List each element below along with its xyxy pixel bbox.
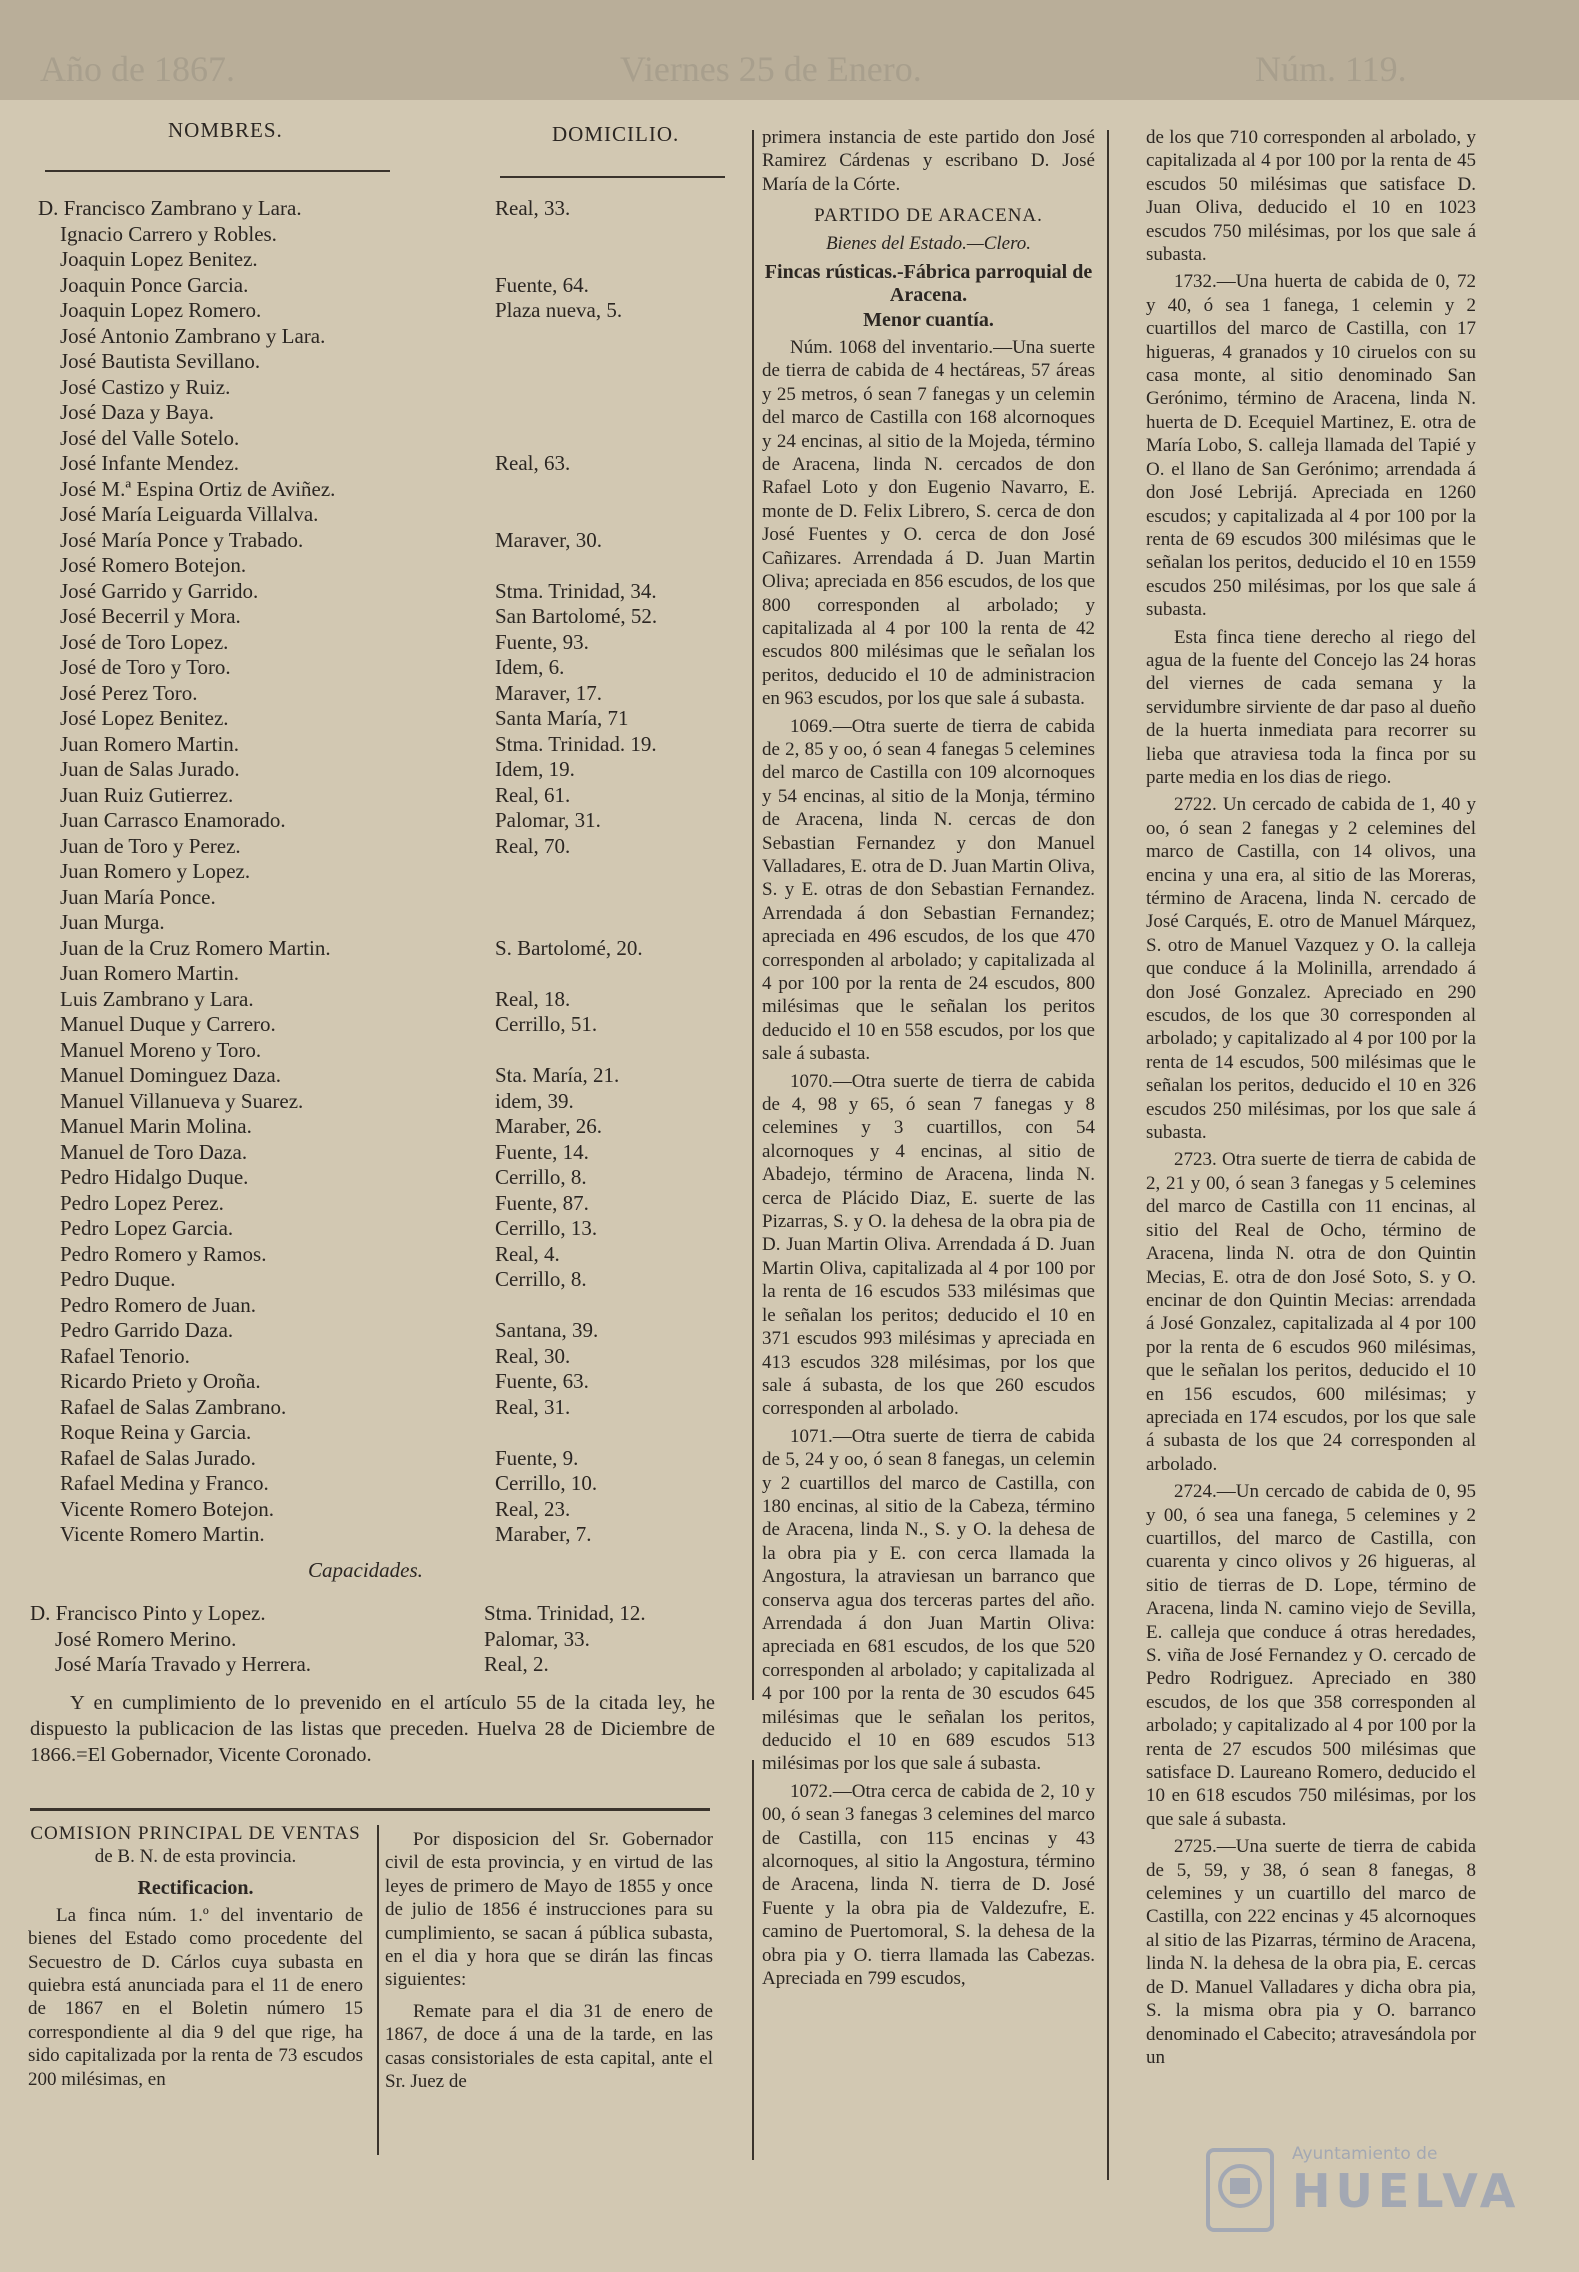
list-item (0, 451, 745, 477)
list-item (0, 783, 745, 809)
list-item (0, 1216, 745, 1242)
finca-2723: 2723. Otra suerte de tierra de cabida de 2, 21 y 00, ó sean 3 fanegas y 5 celemines del marco de Castilla con 11 encinas, al sitio del Real de Ocho, término de Aracena, linda N. otra de don Quintin Mecias, E. otra de don José Soto, S. y O. encinar de don Quintin Mecias: arrendada á José Gonzalez, capitalizada al 4 por 100 por la renta de 6 escudos 960 milésimas, que le señalan los peritos, deducido el 10 en 156 escudos, 600 milésimas; y apreciada en 174 escudos, por los que sale á subasta de los que 24 corresponden al arbolado. (1146, 1149, 1476, 1475)
disposition-p2: Remate para el dia 31 de enero de 1867, de doce á una de la tarde, en las casas consistoriales de esta capital, ante el Sr. Juez de (385, 2000, 713, 2093)
person-name: Pedro Lopez Garcia. (60, 1216, 234, 1240)
person-domicile: Palomar, 31. (495, 808, 601, 832)
list-item (0, 630, 745, 656)
person-name: José María Ponce y Trabado. (60, 527, 304, 552)
list-item (0, 732, 745, 758)
person-name: José Perez Toro. (60, 680, 198, 705)
person-domicile: Stma. Trinidad, 34. (495, 578, 657, 603)
person-name: Luis Zambrano y Lara. (60, 986, 254, 1011)
list-item (0, 273, 745, 299)
list-item (0, 1471, 745, 1497)
capacities-list (0, 1601, 745, 1678)
list-item (0, 604, 745, 630)
header-rule-right (500, 176, 725, 178)
person-name: Pedro Romero de Juan. (60, 1292, 256, 1317)
list-item (0, 324, 745, 350)
city-seal-icon (1200, 2140, 1280, 2240)
person-domicile: Maraber, 7. (495, 1522, 592, 1546)
person-domicile: Real, 63. (495, 451, 571, 475)
watermark-big: HUELVA (1292, 2164, 1521, 2218)
list-item (0, 375, 745, 401)
person-name: Juan de la Cruz Romero Martin. (60, 935, 331, 960)
closing-paragraph: Y en cumplimiento de lo prevenido en el artículo 55 de la citada ley, he dispuesto la publicacion de las listas que preceden. Huelva 28 de Diciembre de 1866.=El Gobernador, Vicente Coronado. (30, 1692, 715, 1766)
capacity-domicile: Real, 2. (484, 1652, 549, 1676)
list-item (0, 1369, 745, 1395)
finca-2725: 2725.—Una suerte de tierra de cabida de 5, 59, y 38, ó sean 8 fanegas, 8 celemines y un cuartillo del marco de Castilla, con 222 encinas y 45 alcornoques al sitio de las Pizarras, término de Aracena, linda N. la dehesa de la obra pia, E. cercas de D. Manuel Valladares y dicha obra pia, S. la misma obra pia y O. barranco denominado el Cabecito; atravesándola por un (1146, 1836, 1476, 2068)
person-name: Pedro Lopez Perez. (60, 1190, 224, 1215)
col3-intro: primera instancia de este partido don José Ramirez Cárdenas y escribano D. José María de la Córte. (762, 127, 1095, 195)
list-item (0, 222, 745, 248)
watermark-text (1292, 2144, 1520, 2218)
list-item (0, 247, 745, 273)
person-name: Rafael de Salas Jurado. (60, 1445, 256, 1470)
person-domicile: Fuente, 64. (495, 272, 589, 297)
col4-intro: de los que 710 corresponden al arbolado, y capitalizada al 4 por 100 por la renta de 45 escudos 50 milésimas que satisface D. Juan Oliva, deducido el 10 en 1023 escudos 750 milésimas, por los que sale á subasta. (1146, 127, 1476, 266)
person-name: José Infante Mendez. (60, 451, 240, 475)
person-domicile: Real, 31. (495, 1394, 571, 1419)
capacity-domicile: Stma. Trinidad, 12. (484, 1601, 646, 1625)
list-item (0, 553, 745, 579)
list-item (0, 1063, 745, 1089)
person-domicile: Sta. María, 21. (495, 1063, 620, 1087)
header-names: NOMBRES. (168, 118, 283, 142)
finca-2722: 2722. Un cercado de cabida de 1, 40 y oo, ó sean 2 fanegas y 2 celemines del marco de Castilla, con 14 olivos, una encina y una era, al sitio de las Moreras, término de Aracena, linda N. cercado de José Carqués, E. otro de Manuel Márquez, S. otro de Manuel Vazquez y O. la calleja que conduce á la Molinilla, arrendado á don José Gonzalez. Apreciado en 290 escudos, de los que 30 corresponden al arbolado; y capitalizado al 4 por 100 por la renta de 14 escudos, 500 milésimas que le señalan los peritos, deducido el 10 en 326 escudos 250 milésimas, por los que sale á subasta. (1146, 794, 1476, 1144)
finca-1070: 1070.—Otra suerte de tierra de cabida de 4, 98 y 65, ó sean 7 fanegas y 8 celemines y 3 cuartillos, con 54 alcornoques y 4 encinas, al sitio de Abadejo, término de Aracena, linda N. cerca de Plácido Diaz, E. suerte de las Pizarras, S. y O. la dehesa de la obra pia de D. Juan Martin Oliva. Arrendada á D. Juan Martin Oliva, capitalizada al 4 por 100 por la renta de 16 escudos 533 milésimas que le señalan los peritos; deducido el 10 en 371 escudos 993 milésimas y apreciada en 413 escudos 328 milésimas, por los que sale á subasta, de los que 260 escudos corresponden al arbolado. (762, 1070, 1095, 1420)
header-domicile: DOMICILIO. (552, 122, 680, 146)
disposition-p1: Por disposicion del Sr. Gobernador civil de esta provincia, y en virtud de las leyes de primero de Mayo de 1855 y once de julio de 1856 é instrucciones para su cumplimiento, se sacan á pública subasta, en el dia y hora que se dirán las fincas siguientes: (385, 1829, 713, 1991)
person-name: Rafael Medina y Franco. (60, 1471, 269, 1495)
col3-sub: Bienes del Estado.—Clero. (825, 232, 1032, 254)
header-rule-left (45, 170, 390, 172)
person-name: Joaquin Lopez Romero. (60, 298, 262, 322)
person-domicile: Real, 61. (495, 782, 571, 807)
person-name: Manuel de Toro Daza. (60, 1139, 248, 1164)
person-domicile: Santana, 39. (495, 1318, 599, 1342)
person-name: Joaquin Ponce Garcia. (60, 272, 249, 297)
disposition-notice (385, 1828, 713, 2158)
person-domicile: Real, 70. (495, 833, 571, 858)
person-domicile: idem, 39. (495, 1088, 574, 1113)
person-domicile: Maraver, 30. (495, 527, 603, 552)
list-item (0, 1652, 745, 1678)
person-name: Manuel Villanueva y Suarez. (60, 1088, 304, 1113)
list-item (0, 1446, 745, 1472)
person-name: Joaquin Lopez Benitez. (60, 247, 258, 271)
person-name: Juan Romero Martin. (60, 731, 240, 756)
person-domicile: Fuente, 9. (495, 1445, 579, 1470)
person-name: Rafael Tenorio. (60, 1343, 190, 1368)
finca-2724: 2724.—Un cercado de cabida de 0, 95 y 00, ó sea una fanega, 5 celemines y 2 cuartillos, del marco de Castilla, con cuarenta y cinco olivos y 26 higueras, al sitio de tierras de D. Lope, término de Aracena, linda N. camino viejo de Sevilla, E. calleja que conduce á otras heredades, S. viña de José Fernandez y O. cercado de Pedro Rodriguez. Apreciado en 380 escudos, de los que 358 corresponden al arbolado; y capitalizado al 4 por 100 por la renta de 27 escudos 500 milésimas que satisface D. Laureano Romero, deducido el 10 en 618 escudos 750 milésimas, por los que sale á subasta. (1146, 1481, 1476, 1830)
section-rule (30, 1808, 710, 1811)
person-name: José del Valle Sotelo. (60, 425, 240, 450)
person-domicile: Maraber, 26. (495, 1114, 603, 1138)
person-name: Pedro Duque. (60, 1267, 176, 1291)
list-item (0, 1114, 745, 1140)
person-domicile: Cerrillo, 51. (495, 1012, 598, 1036)
list-item (0, 1395, 745, 1421)
column-4 (1146, 126, 1476, 2166)
column-3 (762, 126, 1095, 2166)
person-name: José Antonio Zambrano y Lara. (60, 323, 326, 348)
list-item (0, 196, 745, 222)
person-name: José Lopez Benitez. (60, 706, 229, 730)
person-name: Manuel Moreno y Toro. (60, 1037, 262, 1062)
person-name: Ignacio Carrero y Robles. (60, 221, 277, 246)
column-rule-1 (752, 130, 754, 1700)
finca-1732: 1732.—Una huerta de cabida de 0, 72 y 40, ó sea 1 fanega, 1 celemin y 2 cuartillos del marco de Castilla, con 17 higueras, 4 granados y 10 ciruelos con su casa monte, al sitio denominado San Gerónimo, término de Aracena, linda N. huerta de D. Ecequiel Martinez, E. otra de María Lobo, S. calleja llamada del Tapié y O. el llano de San Gerónimo; arrendada á don José Lebrijá. Apreciada en 1260 escudos; y capitalizada al 4 por 100 por la renta de 69 escudos 300 milésimas que le señalan los peritos, deducido el 10 en 1559 escudos 250 milésimas, por los que sale á subasta. (1146, 271, 1476, 621)
person-name: Juan María Ponce. (60, 884, 216, 909)
list-item (0, 757, 745, 783)
person-domicile: Fuente, 87. (495, 1190, 589, 1215)
list-item (0, 298, 745, 324)
person-name: José M.ª Espina Ortiz de Aviñez. (60, 476, 336, 501)
person-name: Juan Ruiz Gutierrez. (60, 782, 234, 807)
person-domicile: San Bartolomé, 52. (495, 604, 658, 628)
list-item (0, 681, 745, 707)
person-name: Juan Carrasco Enamorado. (60, 808, 286, 832)
commission-subtitle: de B. N. de esta provincia. (94, 1846, 297, 1868)
column-rule-2 (1107, 130, 1109, 2180)
list-item (0, 1140, 745, 1166)
list-item (0, 1089, 745, 1115)
person-name: Juan de Salas Jurado. (60, 757, 240, 781)
person-name: José de Toro Lopez. (60, 629, 229, 654)
commission-notice (28, 1822, 363, 2152)
person-domicile: Real, 18. (495, 986, 571, 1011)
list-item (0, 1165, 745, 1191)
capacity-name: José María Travado y Herrera. (55, 1652, 312, 1676)
names-list (0, 196, 745, 1548)
person-domicile: Stma. Trinidad. 19. (495, 731, 657, 756)
list-item (0, 1267, 745, 1293)
person-name: José Becerril y Mora. (60, 604, 241, 628)
list-item (0, 1191, 745, 1217)
masthead-year: Año de 1867. (40, 49, 235, 89)
person-name: Juan de Toro y Perez. (60, 833, 241, 858)
list-item (0, 655, 745, 681)
finca-1069: 1069.—Otra suerte de tierra de cabida de 2, 85 y oo, ó sean 4 fanegas 5 celemines del marco de Castilla con 109 alcornoques y 54 encinas, al sitio de la Monja, término de Aracena, linda N. cercas de don Sebastian Fernandez y don Manuel Valladares, E. otra de D. Juan Martin Oliva, S. y E. otras de don Sebastian Fernandez. Arrendada á don Sebastian Fernandez; apreciada en 496 escudos, de los que 470 corresponden al arbolado; y capitalizada al 4 por 100 por la renta de 24 escudos, 800 milésimas que le señalan los peritos deducido el 10 en 558 escudos, por los que sale á subasta. (762, 715, 1095, 1065)
person-domicile: Santa María, 71 (495, 706, 629, 730)
person-domicile: Maraver, 17. (495, 680, 603, 705)
list-item (0, 477, 745, 503)
capacity-name: D. Francisco Pinto y Lopez. (30, 1601, 266, 1625)
list-item (0, 426, 745, 452)
list-item (0, 1497, 745, 1523)
person-name: Juan Romero y Lopez. (60, 859, 251, 883)
watermark-small: Ayuntamiento de (1292, 2144, 1438, 2164)
person-name: Ricardo Prieto y Oroña. (60, 1369, 261, 1393)
person-name: José Romero Botejon. (60, 553, 247, 577)
col3-menor: Menor cuantía. (863, 309, 994, 332)
person-name: D. Francisco Zambrano y Lara. (38, 196, 302, 220)
list-item (0, 1293, 745, 1319)
person-domicile: Real, 23. (495, 1496, 571, 1521)
person-domicile: Fuente, 93. (495, 629, 589, 654)
person-domicile: Plaza nueva, 5. (495, 298, 623, 322)
person-domicile: Cerrillo, 13. (495, 1216, 598, 1240)
list-item (0, 936, 745, 962)
masthead-number: Núm. 119. (1255, 49, 1407, 89)
list-item (0, 885, 745, 911)
person-name: Manuel Duque y Carrero. (60, 1012, 276, 1036)
col3-fincas: Fincas rústicas.-Fábrica parroquial de Aracena. (764, 261, 1093, 307)
person-name: Rafael de Salas Zambrano. (60, 1394, 287, 1419)
person-name: Manuel Dominguez Daza. (60, 1063, 282, 1087)
list-item (0, 528, 745, 554)
list-item (0, 808, 745, 834)
person-name: José de Toro y Toro. (60, 655, 231, 679)
masthead-date: Viernes 25 de Enero. (620, 49, 922, 89)
list-item (0, 706, 745, 732)
column-rule-1b (752, 1760, 754, 2160)
column-rule-lower (377, 1825, 379, 2155)
list-item (0, 349, 745, 375)
person-domicile: Cerrillo, 8. (495, 1165, 587, 1189)
col3-district: PARTIDO DE ARACENA. (814, 205, 1043, 227)
person-name: José Bautista Sevillano. (60, 349, 261, 373)
finca-riego-note: Esta finca tiene derecho al riego del agua de la fuente del Concejo las 24 horas del viernes de cada semana y la servidumbre sirviente de dar paso al dueño de la huerta inmediata para recorrer su lieba que atraviesa toda la finca por su parte media en los dias de riego. (1146, 626, 1476, 788)
person-name: Manuel Marin Molina. (60, 1114, 252, 1138)
person-name: Juan Romero Martin. (60, 961, 240, 985)
huelva-watermark (1200, 2140, 1540, 2250)
capacities-heading: Capacidades. (308, 1558, 423, 1582)
person-domicile: Real, 33. (495, 196, 571, 220)
person-domicile: Fuente, 14. (495, 1139, 589, 1164)
list-item (0, 1601, 745, 1627)
list-item (0, 1038, 745, 1064)
list-item (0, 1318, 745, 1344)
capacity-domicile: Palomar, 33. (484, 1626, 590, 1651)
person-name: Pedro Garrido Daza. (60, 1318, 234, 1342)
commission-body: La finca núm. 1.º del inventario de bienes del Estado como procedente del Secuestro de D. Cárlos cuya subasta en quiebra está anunciada para el 11 de enero de 1867 en el Boletin número 15 correspondiente al dia 9 del que rige, ha sido capitalizada por la renta de 73 escudos 200 milésimas, en (28, 1904, 363, 2090)
person-name: Pedro Hidalgo Duque. (60, 1165, 249, 1189)
list-item (0, 502, 745, 528)
list-item (0, 859, 745, 885)
person-domicile: Idem, 19. (495, 757, 575, 781)
finca-1071: 1071.—Otra suerte de tierra de cabida de 5, 24 y oo, ó sean 8 fanegas, un celemin y 2 cuartillos del marco de Castilla, con 180 encinas, al sitio de la Cabeza, término de Aracena, linda N., S. y O. la dehesa de la obra pia y E. con cerca llamada la Angostura, la atraviesan un barranco que conserva agua dos terceras partes del año. Arrendada á don Juan Martin Oliva: apreciada en 681 escudos, de los que 520 corresponden al arbolado; y capitalizada al 4 por 100 por la renta de 30 escudos 645 milésimas que le señalan los peritos, deducido el 10 en 689 escudos 513 milésimas por los que sale á subasta. (762, 1425, 1095, 1775)
list-item (0, 987, 745, 1013)
list-item (0, 910, 745, 936)
person-name: Roque Reina y Garcia. (60, 1420, 252, 1444)
commission-title: COMISION PRINCIPAL DE VENTAS (30, 1823, 361, 1844)
list-item (0, 834, 745, 860)
person-name: Juan Murga. (60, 910, 165, 934)
list-item (0, 1627, 745, 1653)
person-name: Pedro Romero y Ramos. (60, 1241, 267, 1266)
person-name: Vicente Romero Botejon. (60, 1496, 274, 1521)
finca-1068: Núm. 1068 del inventario.—Una suerte de tierra de cabida de 4 hectáreas, 57 áreas y 25 metros, ó sean 7 fanegas y un celemin del marco de Castilla con 168 alcornoques y 24 encinas, al sitio de la Mojeda, término de Aracena, linda N. cercados de don Rafael Loto y don Eugenio Navarro, E. monte de D. Felix Librero, S. cerca de don José Fuentes y O. cerca de don José Cañizares. Arrendada á D. Juan Martin Oliva; apreciada en 856 escudos, de los que 800 corresponden al arbolado; y capitalizada al 4 por 100 la renta de 42 escudos 800 milésimas que le señalan los peritos, deducido el 10 de administracion en 963 escudos, por los que sale á subasta. (762, 337, 1095, 710)
list-item (0, 400, 745, 426)
list-item (0, 1012, 745, 1038)
finca-1072: 1072.—Otra cerca de cabida de 2, 10 y 00, ó sean 3 fanegas 3 celemines del marco de Castilla, con 115 encinas y 43 alcornoques, al sitio la Angostura, término de Aracena, linda N. tierra de D. José Fuente y la obra pia de Valdezufre, E. camino de Puertomoral, S. la dehesa de la obra pia y O. tierra llamada las Cabezas. Apreciada en 799 escudos, (762, 1780, 1095, 1990)
person-name: José María Leiguarda Villalva. (60, 502, 319, 526)
person-domicile: Fuente, 63. (495, 1369, 589, 1393)
person-domicile: Idem, 6. (495, 655, 565, 679)
capacity-name: José Romero Merino. (55, 1626, 237, 1651)
person-domicile: S. Bartolomé, 20. (495, 935, 643, 960)
person-name: José Daza y Baya. (60, 400, 214, 424)
commission-heading: Rectificacion. (137, 1876, 254, 1899)
person-name: José Garrido y Garrido. (60, 578, 259, 603)
person-name: José Castizo y Ruiz. (60, 374, 231, 399)
person-domicile: Cerrillo, 8. (495, 1267, 587, 1291)
list-item (0, 579, 745, 605)
person-domicile: Cerrillo, 10. (495, 1471, 598, 1495)
list-item (0, 1420, 745, 1446)
list-item (0, 1242, 745, 1268)
person-domicile: Real, 30. (495, 1343, 571, 1368)
list-item (0, 1344, 745, 1370)
list-item (0, 1522, 745, 1548)
person-name: Vicente Romero Martin. (60, 1522, 265, 1546)
person-domicile: Real, 4. (495, 1241, 560, 1266)
list-item (0, 961, 745, 987)
